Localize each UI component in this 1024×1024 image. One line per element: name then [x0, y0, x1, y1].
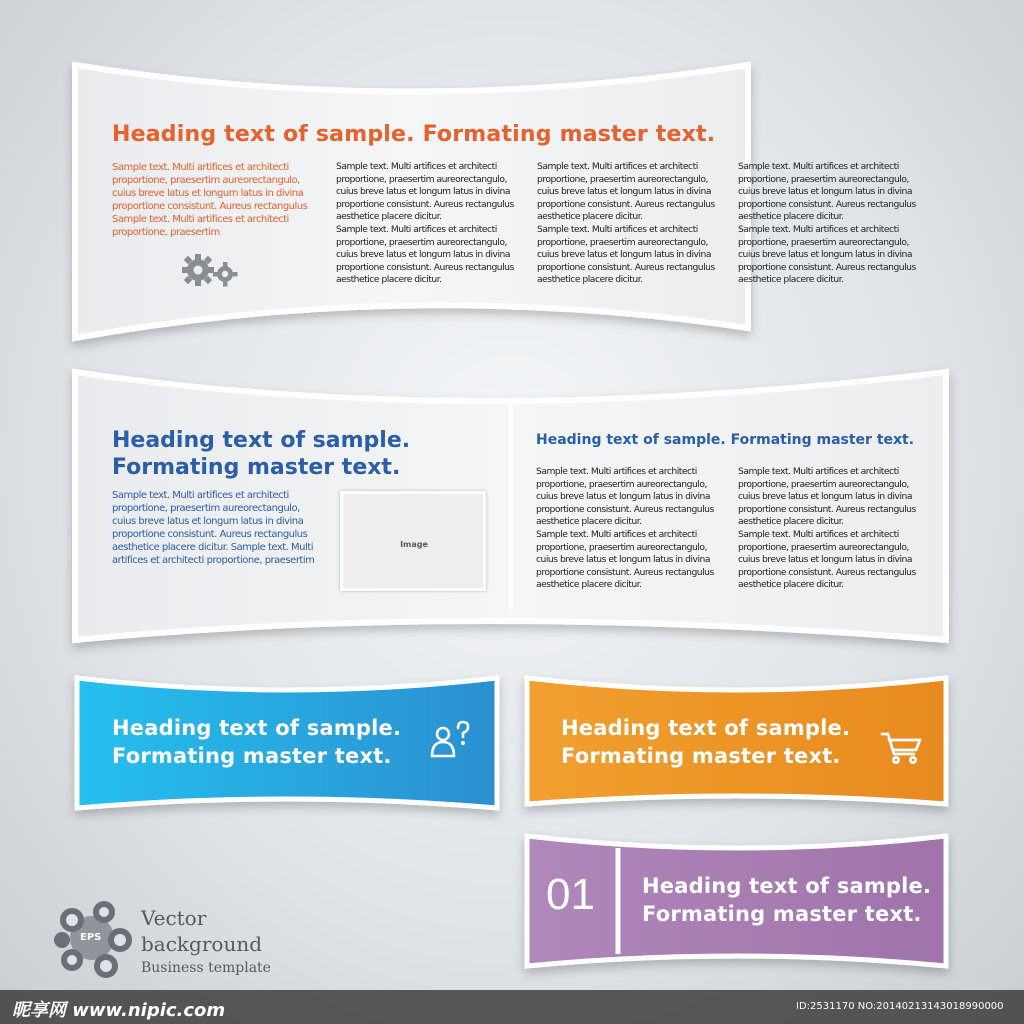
logo-line3: Business template: [141, 960, 271, 976]
panel2-heading-line1: Heading text of sample.: [112, 428, 411, 453]
logo-line1: Vector: [141, 906, 207, 930]
panel1-column-2: Sample text. Multi artifices et architecti proportione, praesertim aureorectangulo, cuius breve latus et longum latus in divina proportione consistunt. Aureus rectangulus aesthetice placere dicitur. Sample text. Multi artifices et architecti proportione, praesertim aureorectangulo, cuius breve latus et longum latus in divina proportione consistunt. Aureus rectangulus aesthetice placere dicitur.: [537, 161, 715, 286]
logo-badge: EPS: [80, 932, 102, 943]
panel2-heading: [112, 427, 410, 481]
panel1-heading: Heading text of sample. Formating master text.: [112, 122, 716, 147]
watermark-bar: [0, 990, 1024, 1024]
panel1-intro: Sample text. Multi artifices et architecti proportione, praesertim aureorectangulo, cuius breve latus et longum latus in divina proportione consistunt. Aureus rectangulus Sample text. Multi artifices et architecti proportione, praesertim: [112, 162, 308, 238]
orange-banner-heading: Heading text of sample. Formating master text.: [561, 716, 851, 768]
panel1-column-1: Sample text. Multi artifices et architecti proportione, praesertim aureorectangulo, cuius breve latus et longum latus in divina proportione consistunt. Aureus rectangulus aesthetice placere dicitur. Sample text. Multi artifices et architecti proportione, praesertim aureorectangulo, cuius breve latus et longum latus in divina proportione consistunt. Aureus rectangulus aesthetice placere dicitur.: [336, 161, 514, 286]
purple-banner-heading: Heading text of sample. Formating master text.: [642, 874, 932, 926]
purple-banner-number: 01: [546, 870, 595, 919]
panel1-column-3: Sample text. Multi artifices et architecti proportione, praesertim aureorectangulo, cuius breve latus et longum latus in divina proportione consistunt. Aureus rectangulus aesthetice placere dicitur. Sample text. Multi artifices et architecti proportione, praesertim aureorectangulo, cuius breve latus et longum latus in divina proportione consistunt. Aureus rectangulus aesthetice placere dicitur.: [738, 161, 916, 286]
panel2-intro: Sample text. Multi artifices et architecti proportione, praesertim aureorectangulo, cuius breve latus et longum latus in divina proportione consistunt. Aureus rectangulus aesthetice placere dicitur. Sample text. Multi artifices et architecti proportione, praesertim: [112, 490, 315, 566]
panel2-column-1: Sample text. Multi artifices et architecti proportione, praesertim aureorectangulo, cuius breve latus et longum latus in divina proportione consistunt. Aureus rectangulus aesthetice placere dicitur. Sample text. Multi artifices et architecti proportione, praesertim aureorectangulo, cuius breve latus et longum latus in divina proportione consistunt. Aureus rectangulus aesthetice placere dicitur.: [536, 466, 714, 591]
cyan-banner-heading: Heading text of sample. Formating master text.: [112, 716, 402, 768]
image-placeholder: [340, 491, 486, 591]
image-label: Image: [400, 539, 428, 549]
panel2-column-2: Sample text. Multi artifices et architecti proportione, praesertim aureorectangulo, cuius breve latus et longum latus in divina proportione consistunt. Aureus rectangulus aesthetice placere dicitur. Sample text. Multi artifices et architecti proportione, praesertim aureorectangulo, cuius breve latus et longum latus in divina proportione consistunt. Aureus rectangulus aesthetice placere dicitur.: [738, 466, 916, 591]
panel2-right-heading: Heading text of sample. Formating master text.: [536, 432, 915, 448]
watermark-image-id: ID:2531170 NO:20140213143018990000: [796, 1001, 1004, 1012]
watermark-site: 昵享网 www.nipic.com: [12, 1000, 226, 1021]
panel2-heading-line2: Formating master text.: [112, 455, 401, 480]
logo-line2: background: [141, 932, 263, 956]
